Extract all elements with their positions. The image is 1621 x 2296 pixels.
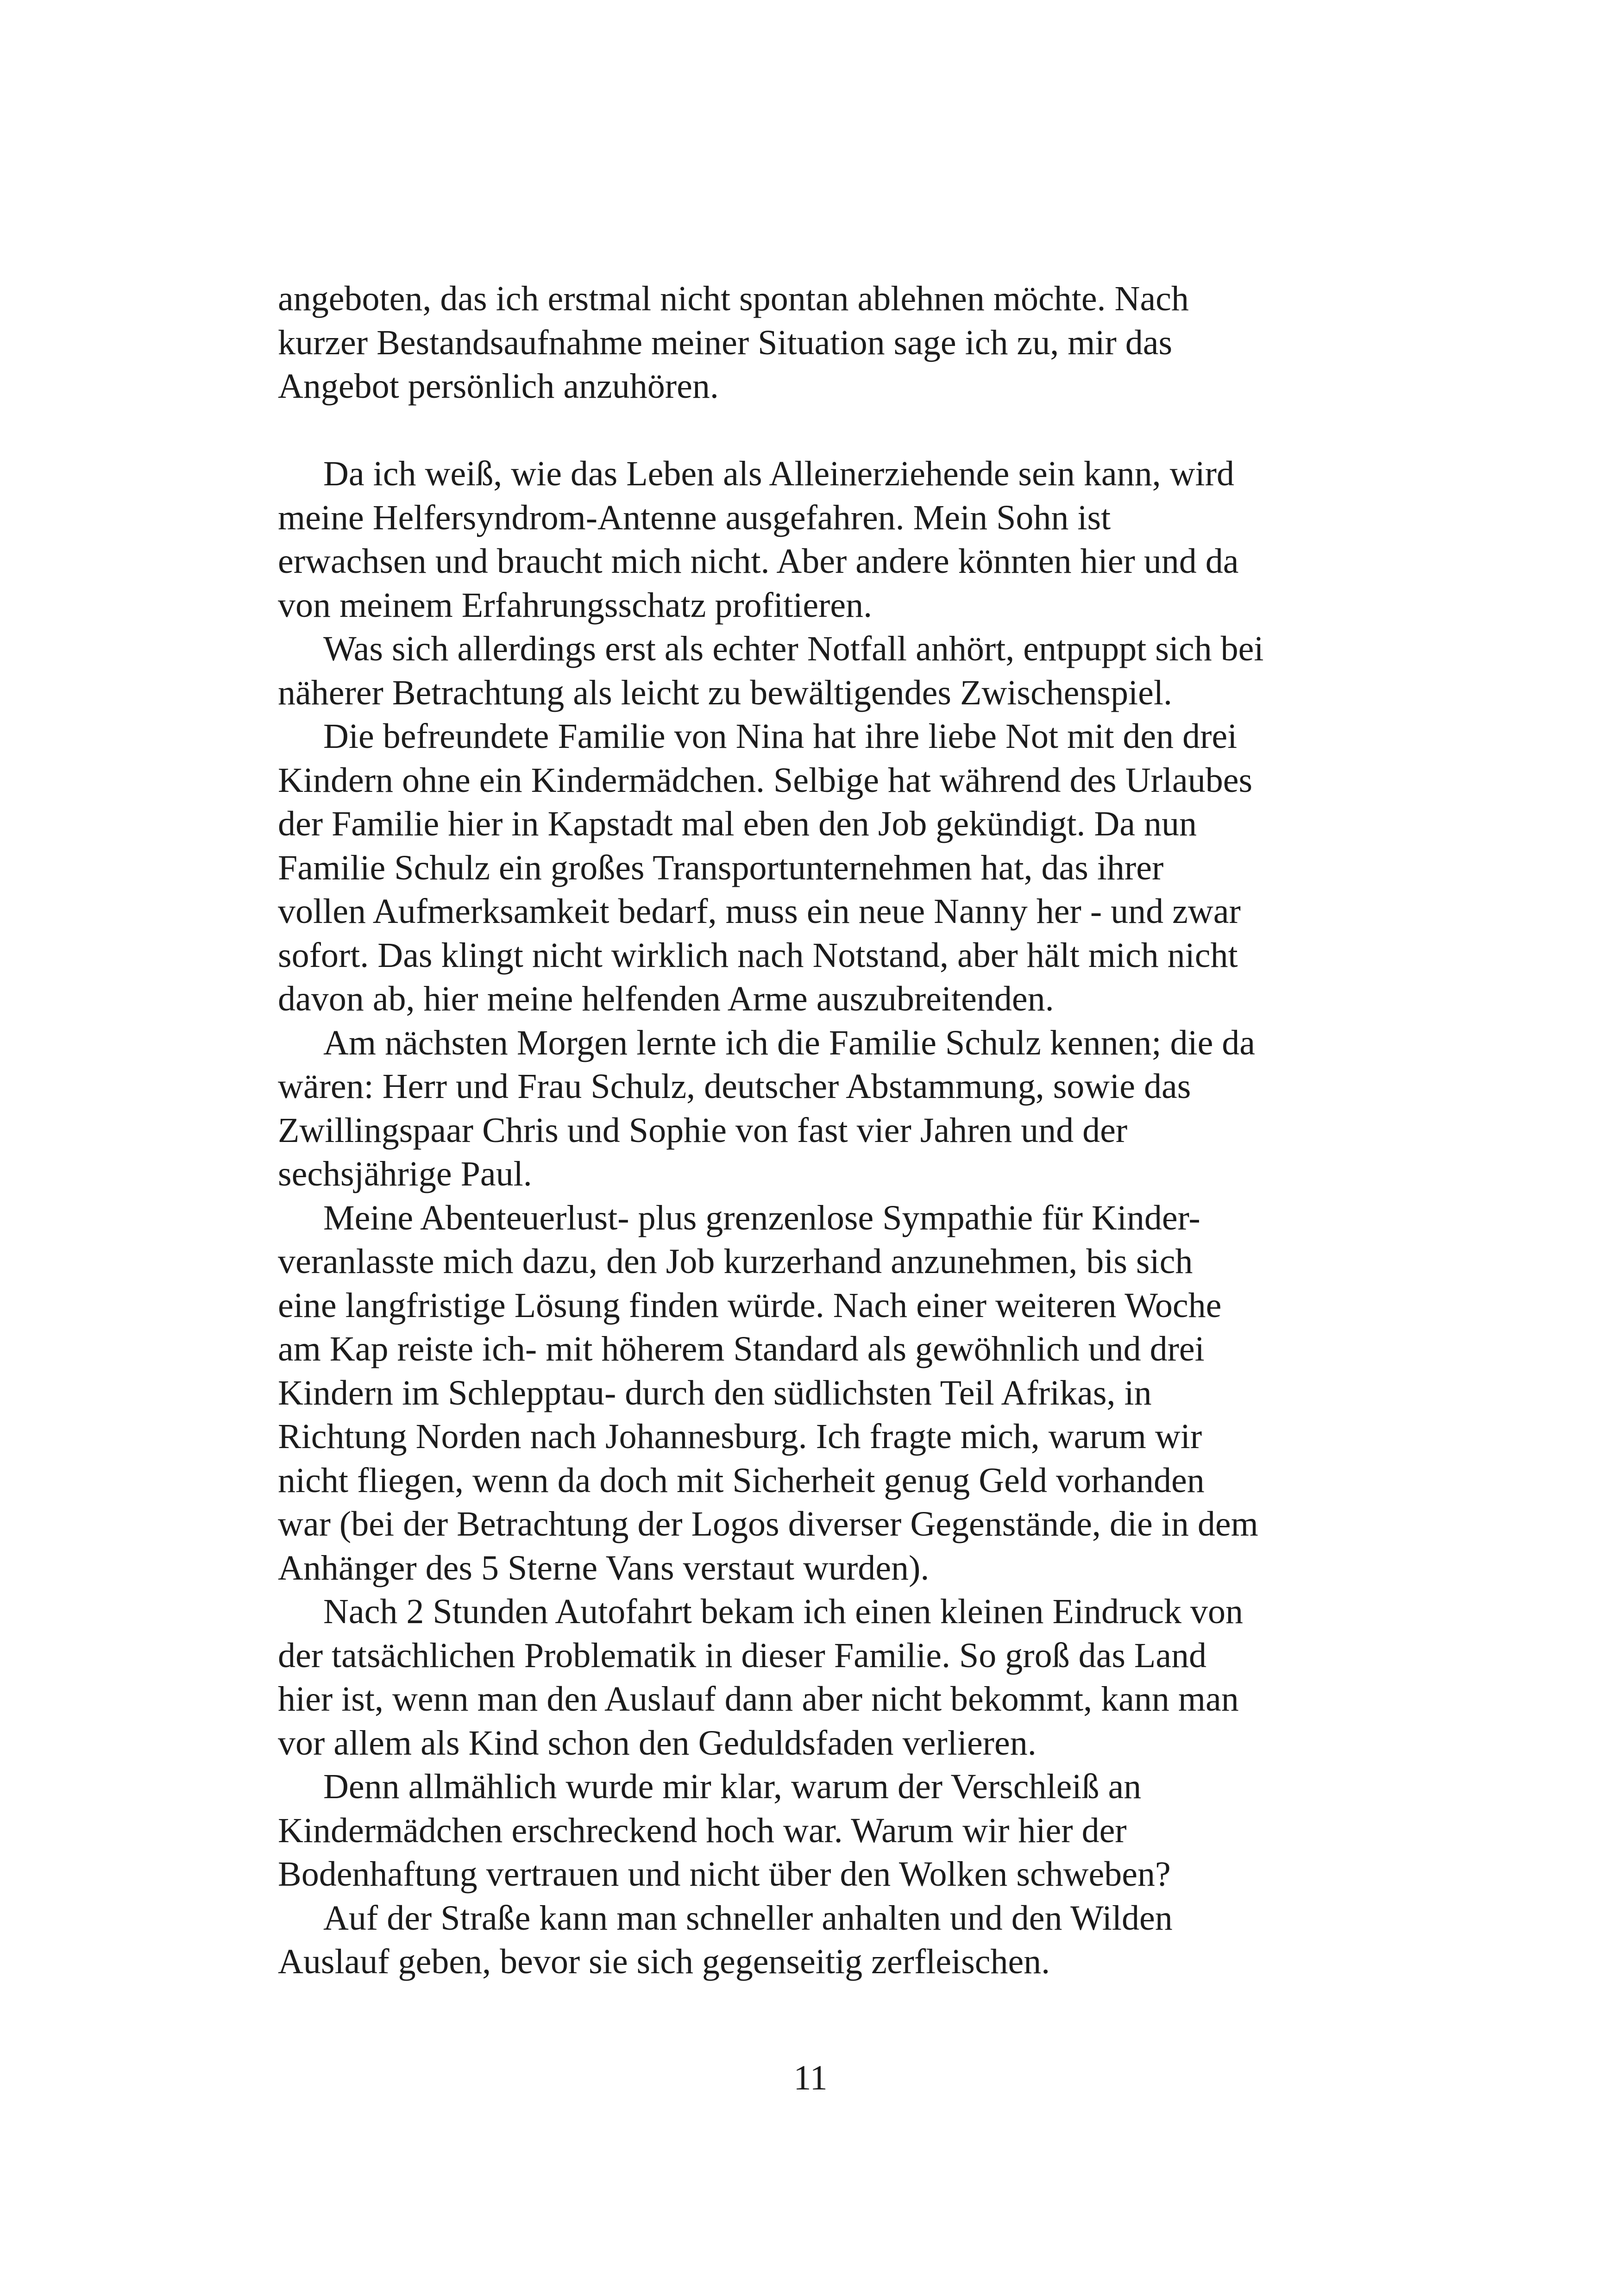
text-line: von meinem Erfahrungsschatz profitieren. [278,585,873,625]
text-line: Auslauf geben, bevor sie sich gegenseitig zerfleischen. [278,1942,1050,1981]
text-line: vollen Aufmerksamkeit bedarf, muss ein neue Nanny her - und zwar [278,892,1241,931]
body-text [278,277,1357,1984]
text-line: der tatsächlichen Problematik in dieser Familie. So groß das Land [278,1636,1207,1675]
text-line: Familie Schulz ein großes Transportunternehmen hat, das ihrer [278,848,1164,887]
text-line: erwachsen und braucht mich nicht. Aber andere könnten hier und da [278,542,1239,581]
text-line: Nach 2 Stunden Autofahrt bekam ich einen kleinen Eindruck von [323,1592,1244,1631]
text-line: sechsjährige Paul. [278,1154,532,1193]
text-line: hier ist, wenn man den Auslauf dann aber nicht bekommt, kann man [278,1680,1239,1719]
text-line: der Familie hier in Kapstadt mal eben den Job gekündigt. Da nun [278,804,1197,843]
text-line: kurzer Bestandsaufnahme meiner Situation sage ich zu, mir das [278,323,1173,362]
paragraph [278,1590,1357,1765]
paragraph [278,277,1357,408]
text-line: Denn allmählich wurde mir klar, warum der Verschleiß an [323,1767,1142,1806]
text-line: angeboten, das ich erstmal nicht spontan ablehnen möchte. Nach [278,279,1189,318]
text-line: nicht fliegen, wenn da doch mit Sicherheit genug Geld vorhanden [278,1461,1205,1500]
text-line: Auf der Straße kann man schneller anhalten und den Wilden [323,1898,1173,1938]
text-line: Da ich weiß, wie das Leben als Alleinerziehende sein kann, wird [323,454,1234,493]
paragraph [278,1196,1357,1590]
text-line: meine Helfersyndrom-Antenne ausgefahren. Mein Sohn ist [278,498,1111,537]
text-line: Kindern im Schlepptau- durch den südlichsten Teil Afrikas, in [278,1373,1152,1412]
text-line: Richtung Norden nach Johannesburg. Ich fragte mich, warum wir [278,1417,1202,1456]
text-line: wären: Herr und Frau Schulz, deutscher Abstammung, sowie das [278,1067,1191,1106]
paragraph [278,715,1357,1021]
text-line: Kindern ohne ein Kindermädchen. Selbige hat während des Urlaubes [278,760,1253,800]
text-line: Kindermädchen erschreckend hoch war. Warum wir hier der [278,1811,1127,1850]
text-line: Die befreundete Familie von Nina hat ihre liebe Not mit den drei [323,717,1238,756]
paragraph [278,1021,1357,1196]
text-line: Meine Abenteuerlust- plus grenzenlose Sympathie für Kinder- [323,1198,1200,1237]
text-line: davon ab, hier meine helfenden Arme auszubreitenden. [278,979,1054,1018]
page-number: 11 [793,2058,828,2097]
paragraph [278,627,1357,715]
paragraph-spacer [278,408,1357,452]
text-line: näherer Betrachtung als leicht zu bewältigendes Zwischenspiel. [278,673,1172,712]
text-line: Am nächsten Morgen lernte ich die Familie Schulz kennen; die da [323,1023,1256,1062]
paragraph [278,1765,1357,1896]
paragraph [278,452,1357,627]
text-line: am Kap reiste ich- mit höherem Standard als gewöhnlich und drei [278,1330,1205,1368]
text-line: vor allem als Kind schon den Geduldsfaden verlieren. [278,1723,1037,1763]
text-line: Zwillingspaar Chris und Sophie von fast vier Jahren und der [278,1110,1128,1150]
text-line: Angebot persönlich anzuhören. [278,367,719,406]
text-line: eine langfristige Lösung finden würde. Nach einer weiteren Woche [278,1286,1222,1325]
text-line: Anhänger des 5 Sterne Vans verstaut wurden). [278,1548,930,1587]
text-line: Was sich allerdings erst als echter Notfall anhört, entpuppt sich bei [323,629,1264,668]
text-line: sofort. Das klingt nicht wirklich nach Notstand, aber hält mich nicht [278,935,1238,975]
text-line: veranlasste mich dazu, den Job kurzerhand anzunehmen, bis sich [278,1242,1193,1281]
text-line: Bodenhaftung vertrauen und nicht über den Wolken schweben? [278,1855,1171,1894]
text-line: war (bei der Betrachtung der Logos diverser Gegenstände, die in dem [278,1505,1258,1543]
paragraph [278,1896,1357,1984]
